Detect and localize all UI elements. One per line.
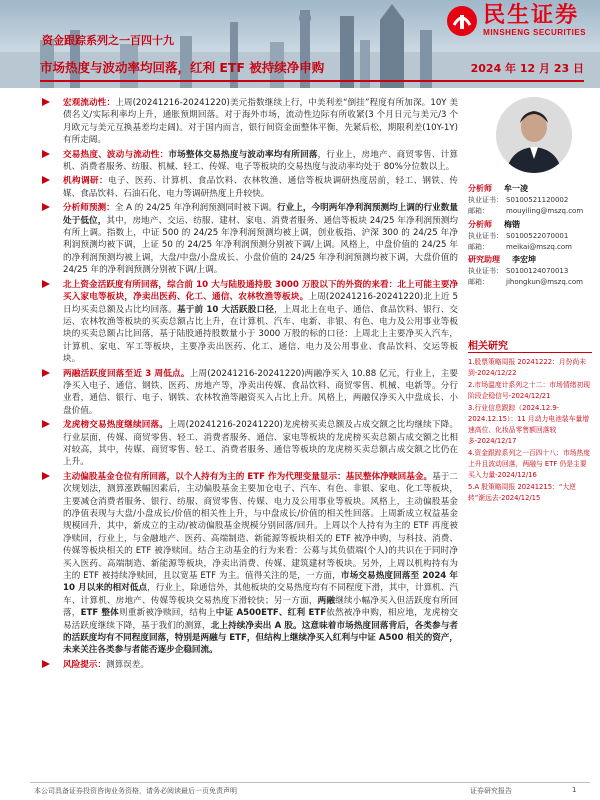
- analyst-name: 梅锴: [504, 220, 520, 229]
- summary-paragraph: [40, 471, 458, 657]
- report-title: 市场热度与波动率均回落，红利 ETF 被持续净申购: [40, 60, 325, 75]
- report-summary-body: [40, 97, 458, 673]
- paragraph-text: 主动偏股基金仓位有所回落，以个人持有为主的 ETF 作为代理变量显示：基民整体净赎回基金。: [63, 471, 433, 482]
- paragraph-text: 其中，房地产、交运、纺服、建材、家电、消费者服务、通信等板块 24/25 年净利润预测均有所上调。指数上，中证 500 的 24/25 年净利润预测均被上调，创业板指、沪深 300 的 24/25 年净利润预测均被下调，上证 50 的 24/25 年净利润预测分别被下调/上调。风格上，中盘价值的 24/25 年的净利润预测均被上调，大盘/中盘/小盘成长、小盘价值的 24/25 年净利润预测均被下调，大盘价值的 24/25 年的净利润预测分别被下调/上调。: [63, 215, 458, 276]
- paragraph-text: 风险提示：: [63, 659, 106, 670]
- paragraph-text: 继续小幅净买入但活跃度有所回落，: [63, 595, 458, 619]
- cert-number: S0100124070013: [506, 267, 569, 275]
- footer-report-type: 证券研究报告: [470, 787, 512, 795]
- summary-paragraph: [40, 419, 458, 469]
- summary-paragraph: [40, 175, 458, 200]
- analyst-role: 分析师: [468, 220, 492, 229]
- summary-paragraph: [40, 202, 458, 276]
- analyst-photo: [496, 97, 572, 173]
- email-label: 邮箱：: [468, 278, 489, 286]
- paragraph-text: 分析师预测：: [63, 203, 115, 214]
- paragraph-text: 电子、医药、计算机、食品饮料、农林牧渔、通信等板块调研热度居前，轻工、钢铁、传媒、食品饮料、石油石化、电力等调研热度上升较快。: [63, 176, 458, 199]
- paragraph-text: ，行业上，除通信外，其他板块的交易热度均有不同程度下滑，其中，计算机、汽车、计算机、房地产、传媒等板块交易热度下滑较快；另一方面，: [63, 583, 458, 606]
- logo-english-name: MINSHENG SECURITIES: [483, 28, 586, 37]
- analyst-block: [468, 219, 592, 253]
- bullet-arrow-icon: [42, 176, 50, 184]
- summary-paragraph: [40, 149, 458, 174]
- paragraph-text: ，行业上，房地产、商贸零售、计算机、消费者服务、纺服、机械、轻工、传媒、电子等板块的交易热度与波动率均处于 80%分位数以上。: [63, 149, 458, 173]
- analyst-block: [468, 183, 592, 217]
- footer-divider: [30, 782, 590, 783]
- bullet-arrow-icon: [42, 420, 50, 428]
- analyst-block: [468, 254, 592, 288]
- logo-chinese-name: 民生证券: [483, 3, 580, 28]
- minsheng-logo-icon: [446, 5, 478, 37]
- report-date: 2024 年 12 月 23 日: [470, 62, 584, 75]
- bullet-arrow-icon: [42, 280, 50, 288]
- paragraph-text: 上周(20241216-20241220)龙虎榜买卖总额及占成交额之比均继续下降。行业层面，传媒、商贸零售、轻工、消费者服务、通信、家电等板块的龙虎榜买卖总额占成交额之比相对较高，其中，传媒、商贸零售、轻工、消费者服务、通信等板块的龙虎榜买卖总额占成交额之比仍在上升。: [63, 420, 458, 468]
- report-series: 资金跟踪系列之一百四十九: [42, 34, 174, 47]
- email-label: 邮箱：: [468, 207, 489, 215]
- bullet-arrow-icon: [42, 660, 50, 668]
- paragraph-text: 则重新被净赎回，结构上: [118, 608, 216, 619]
- paragraph-text: 持续净卖出 A 股。这意味着市场热度回落背后，各类参与者的活跃度均有不同程度回落，特别是两融与 ETF，但结构上继续净买入红利与中证 A500 相关的资产，未来关注各类参与者能否逐步企稳回流。: [63, 620, 458, 656]
- header-divider: [40, 80, 584, 82]
- cert-label: 执业证书：: [468, 232, 503, 240]
- paragraph-text: ETF 整体: [80, 608, 119, 619]
- bullet-arrow-icon: [42, 203, 50, 211]
- paragraph-text: 上周(20241216-20241220)北上近 5 日均买卖总额及占比均回落。: [63, 292, 458, 315]
- paragraph-text: 市场交易热度回落至 2024 年 10 月以来的相对低点: [63, 571, 458, 594]
- paragraph-text: 基于二次规划法，测算涨跌幅因素后，主动偏股基金主要加仓电子、汽车、有色、非银、家电、化工等板块，主要减仓消费者服务、银行、纺服、商贸零售、传媒、电力及公用事业等板块。风格上，主动偏股基金的净值表现与大盘/小盘成长/价值的相关性上升，与中盘成长/价值的相关性回落。上周新成立权益基金规模回升，其中，新成立的主动/被动偏股基金规模分别回落/回升。上周以个人持有为主的 ETF 再度被净赎回，行业上，与金融地产、医药、高端制造、新能源等板块相关的 ETF 被净申购，与科技、消费、传媒等板块相关的 ETF 被净赎回。结合主动基金的行为来看：公募与其负债端(个人)的共识在于同时净买入医药、高端制造、新能源等板块，净卖出消费、传媒、建筑建材等板块。另外，上周以机构持有为主的 ETF 被持续净赎回，且以宽基 ETF 为主。值得关注的是，一方面，: [63, 471, 458, 582]
- analyst-name: 牟一凌: [504, 184, 528, 193]
- email-label: 邮箱：: [468, 243, 489, 251]
- paragraph-text: 上周(20241216-20241220)美元指数继续上行，中美利差“倒挂”程度有所加深。10Y 美债名义/实际利率均上升，通胀预期回落。对于海外市场，流动性边际有所收紧(3 个月日元与美元/3 个月欧元与美元互换基差均走阔)。对于国内而言，银行间资金面整体平衡，先紧后松，期限利差(10Y-1Y)有所走阔。: [63, 98, 458, 146]
- page-number: 1: [572, 786, 577, 794]
- paragraph-text: 中证 A500ETF、红利 ETF: [215, 608, 327, 619]
- bullet-arrow-icon: [42, 98, 50, 106]
- related-research-link[interactable]: 4.资金跟踪系列之一百四十八：市场热度上升且波动回落，两融与 ETF 仍是主要买入力量-2024/12/16: [468, 449, 591, 479]
- paragraph-text: 行业上，今明两年净利润预测均上调的行业数量处于低位，: [63, 203, 458, 226]
- paragraph-text: 测算误差。: [105, 659, 149, 670]
- paragraph-text: 市场整体交易热度与波动率均有所回落: [168, 149, 318, 160]
- summary-paragraph: [40, 97, 458, 147]
- analyst-role: 分析师: [468, 184, 492, 193]
- paragraph-text: 北上资金活跃度有所回落，综合前 10 大与陆股通持股 3000 万股以下的外资的来看：北上可能主要净买入家电等板块，净卖出医药、化工、通信、农林牧渔等板块。: [63, 279, 458, 303]
- paragraph-text: 机构调研：: [63, 176, 108, 187]
- related-research-list: [468, 357, 592, 505]
- minsheng-logo: [446, 4, 586, 37]
- paragraph-text: 龙虎榜交易热度继续回落。: [63, 420, 169, 431]
- related-research-title: 相关研究: [468, 341, 508, 352]
- summary-paragraph: [40, 279, 458, 366]
- cert-label: 执业证书：: [468, 196, 503, 204]
- related-research-link[interactable]: 1.股票策略周报 20241222：月份尚未到-2024/12/22: [468, 358, 587, 377]
- report-header-banner: [0, 0, 600, 88]
- analyst-role: 研究助理: [468, 255, 500, 264]
- paragraph-text: ，上周北上在电子、通信、食品饮料、银行、交运、农林牧渔等板块的买卖总额占比上升，在计算机、汽车、电新、非银、有色、电力及公用事业等板块的买卖总额占比回落，基于陆股通持股数量小于 3000 万股的标的口径：上周北上主要净买入汽车，计算机、家电、军工等板块，主要净卖出医药、化工、通信、电力及公用事业、食品饮料、交运等板块。: [63, 304, 458, 365]
- analyst-name: 李宏坤: [512, 255, 536, 264]
- bullet-arrow-icon: [42, 150, 50, 158]
- bullet-arrow-icon: [42, 369, 50, 377]
- analyst-email-link[interactable]: mouyiling@mszq.com: [506, 207, 584, 215]
- related-research-link[interactable]: 5.A 股策略周报 20241215：“大逆转”渐远去-2024/12/15: [468, 483, 576, 502]
- paragraph-text: 两融: [317, 595, 336, 606]
- paragraph-text: 北上: [210, 620, 229, 631]
- paragraph-text: 基于前 10 大活跃股口径: [176, 304, 275, 315]
- analyst-email-link[interactable]: jihongkun@mszq.com: [506, 278, 583, 286]
- paragraph-text: 交易热度、波动与流动性：: [63, 149, 169, 160]
- related-research-link[interactable]: 3.行业信息跟踪（2024.12.9-2024.12.15）：11 月动力电池装车量增速高位、化妆品零售额回落较多-2024/12/17: [468, 404, 590, 445]
- cert-label: 执业证书：: [468, 267, 503, 275]
- paragraph-text: 依然被净申购，相应地，龙虎榜交易活跃度继续下降，基于我们的测算，: [63, 608, 458, 631]
- paragraph-text: 两融活跃度回落至近 3 周低点。: [63, 368, 190, 379]
- cert-number: S0100521120002: [506, 196, 569, 204]
- related-divider: [468, 352, 592, 353]
- analyst-email-link[interactable]: meikai@mszq.com: [506, 243, 572, 251]
- cert-number: S0100522070001: [506, 232, 569, 240]
- footer-disclaimer: 本公司具备证券投资咨询业务资格，请务必阅读最后一页免责声明: [34, 787, 237, 795]
- paragraph-text: 宏观流动性：: [63, 98, 116, 108]
- summary-paragraph: [40, 368, 458, 418]
- bullet-arrow-icon: [42, 472, 50, 480]
- paragraph-text: 全 A 的 24/25 年净利润预测同时被下调。: [114, 203, 278, 214]
- paragraph-text: 上周(20241216-20241220)两融净买入 10.88 亿元，行业上，主要净买入电子、通信、钢铁、医药、房地产等，净卖出传媒、食品饮料、商贸零售、机械、电新等。分行业看，通信、银行、电子、钢铁、农林牧渔等融资买入占比上升。风格上，两融仅净买入中盘成长、小盘价值。: [63, 368, 458, 416]
- related-research-link[interactable]: 2.市场温度计系列之十二：市场情绪初现阶段企稳信号-2024/12/21: [468, 381, 591, 400]
- summary-paragraph: [40, 659, 458, 671]
